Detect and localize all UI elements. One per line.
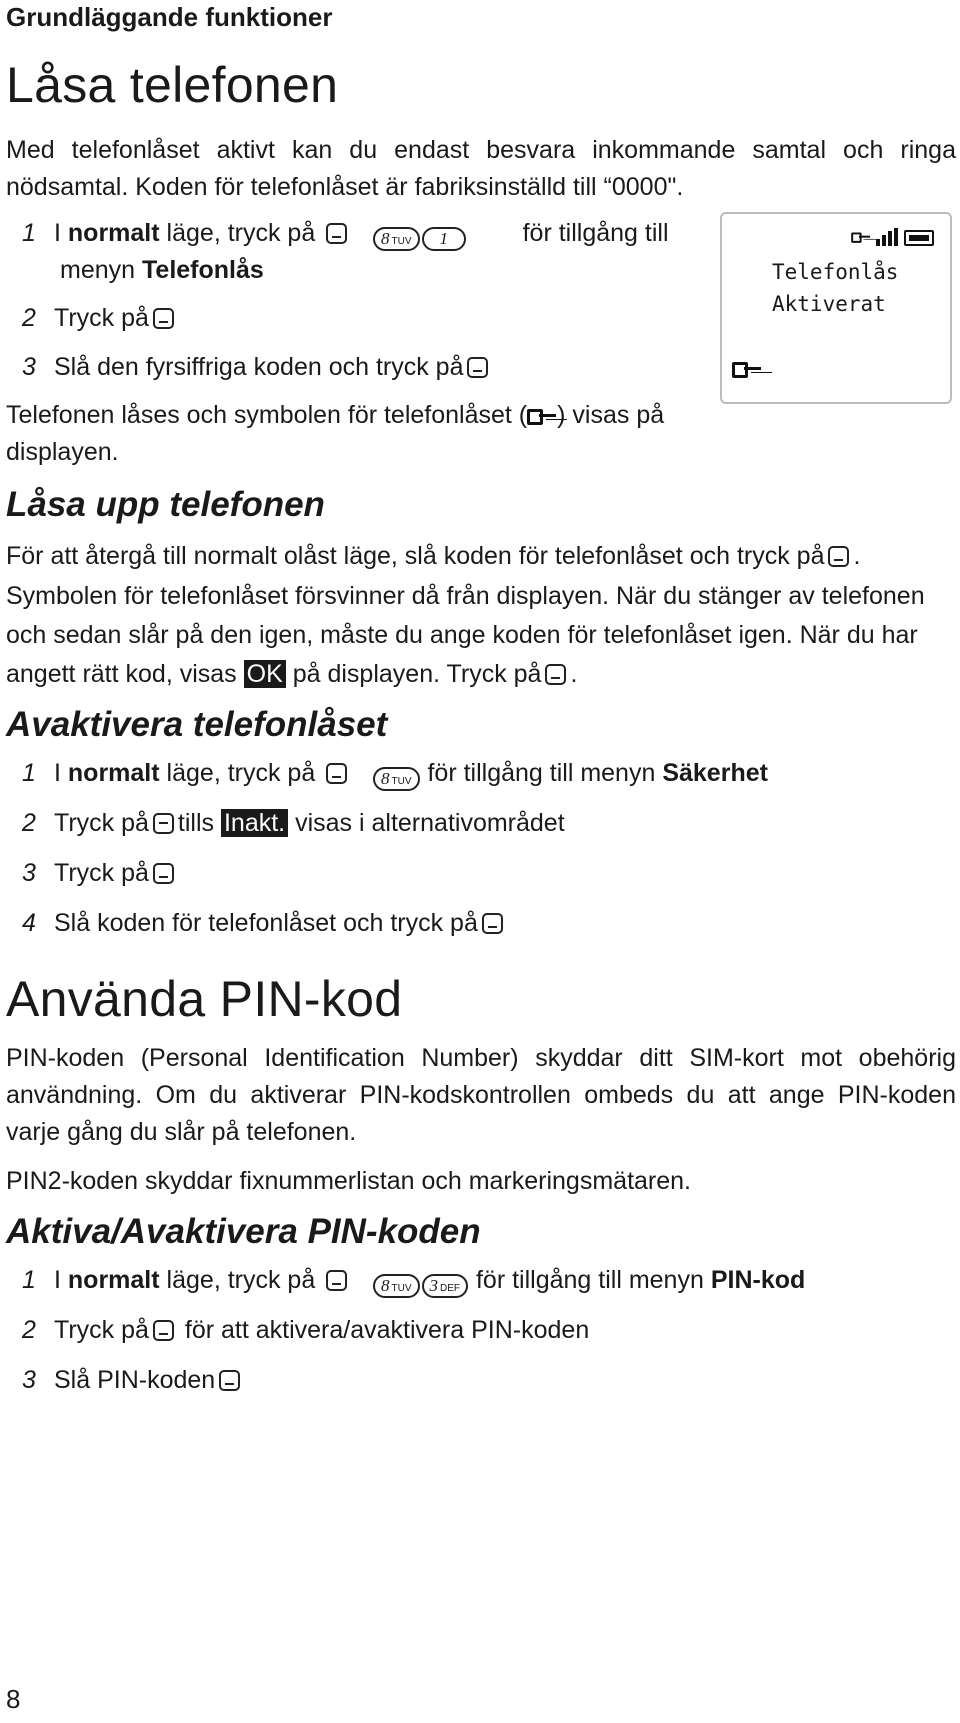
key-8-icon: 8 TUV	[373, 1274, 420, 1298]
ok-indicator: OK	[244, 660, 286, 688]
softkey-icon	[153, 308, 174, 329]
lock-title: Låsa telefonen	[6, 57, 339, 113]
softkey-icon	[153, 863, 174, 884]
signal-icon	[876, 228, 900, 245]
scroll-key-icon	[153, 813, 174, 834]
lock-step-2: 2 Tryck på	[22, 300, 178, 337]
battery-icon	[904, 230, 934, 246]
unlock-line-4: angett rätt kod, visas OK på displayen. Tryck på .	[6, 660, 578, 688]
unlock-title: Låsa upp telefonen	[6, 485, 325, 524]
section-label: Grundläggande funktioner	[6, 2, 333, 32]
display-line-1: Telefonlås	[772, 260, 899, 284]
lock-step-1-cont: menyn Telefonlås	[60, 256, 264, 284]
deactivate-title: Avaktivera telefonlåset	[6, 705, 388, 744]
softkey-icon	[545, 664, 566, 685]
softkey-icon	[326, 1270, 347, 1291]
softkey-icon	[467, 357, 488, 378]
phone-display	[720, 212, 952, 404]
pin-toggle-step-1: 1 I normalt läge, tryck på 8 TUV 3 DEF för tillgång till menyn PIN-kod	[22, 1262, 805, 1299]
deactivate-step-3: 3 Tryck på	[22, 855, 178, 892]
softkey-icon	[326, 763, 347, 784]
key-8-icon: 8 TUV	[373, 227, 420, 251]
key-8-icon: 8 TUV	[373, 767, 420, 791]
key-icon	[732, 360, 762, 378]
softkey-icon	[153, 1320, 174, 1341]
lock-intro: Med telefonlåset aktivt kan du endast besvara inkommande samtal och ringa nödsamtal. Koden för telefonlåset är fabriksinställd till “0000".	[6, 136, 956, 201]
deactivate-step-4: 4 Slå koden för telefonlåset och tryck på	[22, 905, 507, 942]
softkey-icon	[482, 913, 503, 934]
lock-step-1: 1 I normalt läge, tryck på 8 TUV 1 för tillgång till	[22, 215, 669, 252]
unlock-line-3: och sedan slår på den igen, måste du ange koden för telefonlåset igen. När du har	[6, 621, 918, 649]
pin-paragraph-2: PIN2-koden skyddar fixnummerlistan och markeringsmätaren.	[6, 1167, 691, 1195]
lock-step-3: 3 Slå den fyrsiffriga koden och tryck på	[22, 349, 492, 386]
key-icon	[851, 231, 867, 243]
key-1-icon: 1	[422, 227, 467, 251]
softkey-icon	[828, 546, 849, 567]
display-line-2: Aktiverat	[772, 292, 886, 316]
page-number: 8	[6, 1684, 21, 1714]
deactivate-step-1: 1 I normalt läge, tryck på 8 TUV för tillgång till menyn Säkerhet	[22, 755, 768, 792]
pin-title: Använda PIN-kod	[6, 971, 403, 1027]
lock-result: Telefonen låses och symbolen för telefonlåset ( ) visas på displayen.	[6, 401, 665, 466]
inakt-option: Inakt.	[221, 809, 288, 837]
lock-key-icon	[527, 407, 557, 425]
softkey-icon	[326, 223, 347, 244]
unlock-line-2: Symbolen för telefonlåset försvinner då från displayen. När du stänger av telefonen	[6, 582, 925, 610]
pin-paragraph-1: PIN-koden (Personal Identification Number) skyddar ditt SIM-kort mot obehörig användning. Om du aktiverar PIN-kodskontrollen ombeds du att ange PIN-koden varje gång du slår på telefonen.	[6, 1044, 956, 1146]
status-icons	[847, 228, 934, 246]
pin-toggle-step-2: 2 Tryck på för att aktivera/avaktivera PIN-koden	[22, 1316, 590, 1344]
pin-toggle-step-3: 3 Slå PIN-koden	[22, 1362, 244, 1399]
unlock-line-1: För att återgå till normalt olåst läge, slå koden för telefonlåset och tryck på .	[6, 542, 861, 570]
softkey-icon	[219, 1370, 240, 1391]
deactivate-step-2: 2 Tryck på tills Inakt. visas i alternativområdet	[22, 809, 565, 837]
pin-toggle-title: Aktiva/Avaktivera PIN-koden	[6, 1212, 481, 1251]
key-3-icon: 3 DEF	[422, 1274, 469, 1298]
